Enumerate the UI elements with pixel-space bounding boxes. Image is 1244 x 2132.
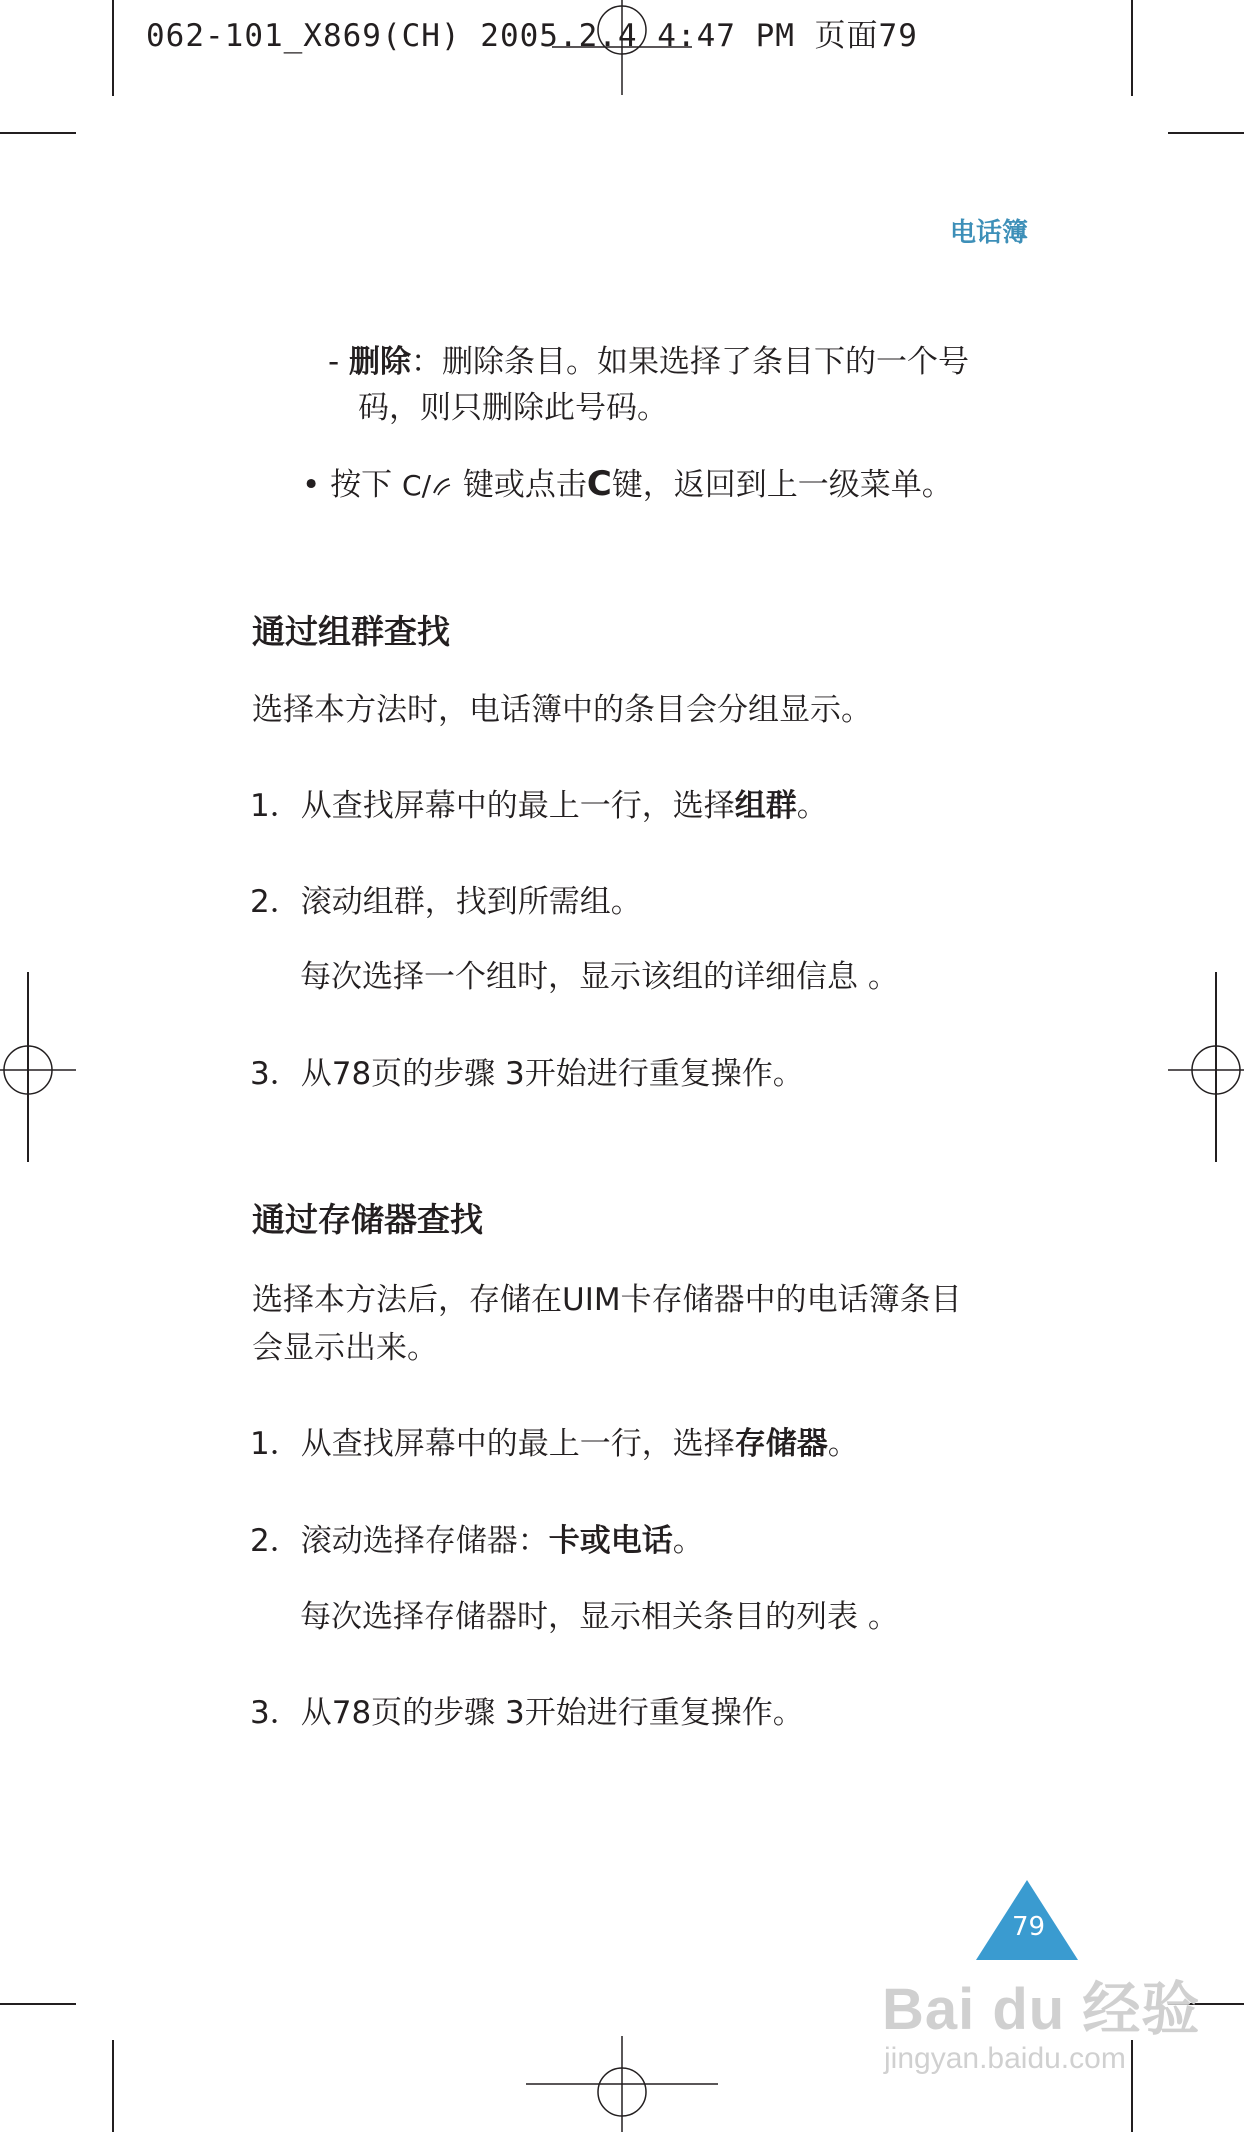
delete-item-line2: 码，则只删除此号码。: [358, 390, 668, 426]
memory-option: 存储器: [734, 1426, 828, 1462]
dash: -: [328, 344, 340, 380]
c-key: C: [586, 464, 612, 504]
crop-mark: [0, 2003, 76, 2005]
memory-section-heading: 通过存储器查找: [252, 1200, 483, 1239]
group-step-3: 3．从78页的步骤 3开始进行重复操作。: [250, 1056, 804, 1092]
registration-mark-right: [1168, 1030, 1244, 1110]
back-note-pre: 按下: [330, 467, 393, 503]
c-cancel-key-icon: C/: [402, 469, 453, 502]
registration-mark-left: [0, 1030, 76, 1110]
crop-mark: [112, 0, 114, 96]
watermark-url: jingyan.baidu.com: [884, 2042, 1126, 2075]
group-option: 组群: [734, 788, 797, 824]
delete-desc: ：删除条目。如果选择了条目下的一个号: [411, 344, 970, 380]
memory-step-2-note: 每次选择存储器时，显示相关条目的列表 。: [300, 1599, 899, 1635]
memory-step-2: 2．滚动选择存储器：卡或电话。: [250, 1523, 704, 1559]
delete-term: 删除: [349, 344, 412, 380]
group-step-2-note: 每次选择一个组时，显示该组的详细信息 。: [300, 959, 899, 995]
section-tag: 电话簿: [949, 218, 1028, 248]
group-section-intro: 选择本方法时，电话簿中的条目会分组显示。: [252, 692, 872, 728]
group-step-1: 1．从查找屏幕中的最上一行，选择组群。: [250, 788, 828, 824]
watermark-logo: Bai du 经验: [882, 1977, 1201, 2042]
crop-mark: [1168, 132, 1244, 134]
back-note: [302, 460, 953, 510]
crop-mark: [112, 2040, 114, 2132]
crop-mark: [1131, 0, 1133, 96]
crop-mark: [1131, 2040, 1133, 2132]
crop-mark: [0, 132, 76, 134]
registration-mark-bottom: [526, 2036, 718, 2132]
memory-section-intro-line2: 会显示出来。: [252, 1330, 438, 1366]
group-section-heading: 通过组群查找: [252, 612, 450, 651]
print-header: 062-101_X869(CH) 2005.2.4 4:47 PM 页面79: [146, 18, 918, 54]
memory-step-3: 3．从78页的步骤 3开始进行重复操作。: [250, 1695, 804, 1731]
group-step-2: 2．滚动组群，找到所需组。: [250, 884, 642, 920]
memory-step-1: 1．从查找屏幕中的最上一行，选择存储器。: [250, 1426, 859, 1462]
memory-section-intro-line1: 选择本方法后，存储在UIM卡存储器中的电话簿条目: [252, 1282, 962, 1318]
back-note-post: 键，返回到上一级菜单。: [611, 467, 953, 503]
delete-item-line1: [328, 338, 969, 386]
card-or-phone-option: 卡或电话: [548, 1523, 673, 1559]
bullet: •: [302, 467, 321, 503]
page-number-badge: [976, 1880, 1078, 1960]
page-number: 79: [1012, 1912, 1046, 1942]
back-note-mid: 键或点击: [462, 467, 587, 503]
